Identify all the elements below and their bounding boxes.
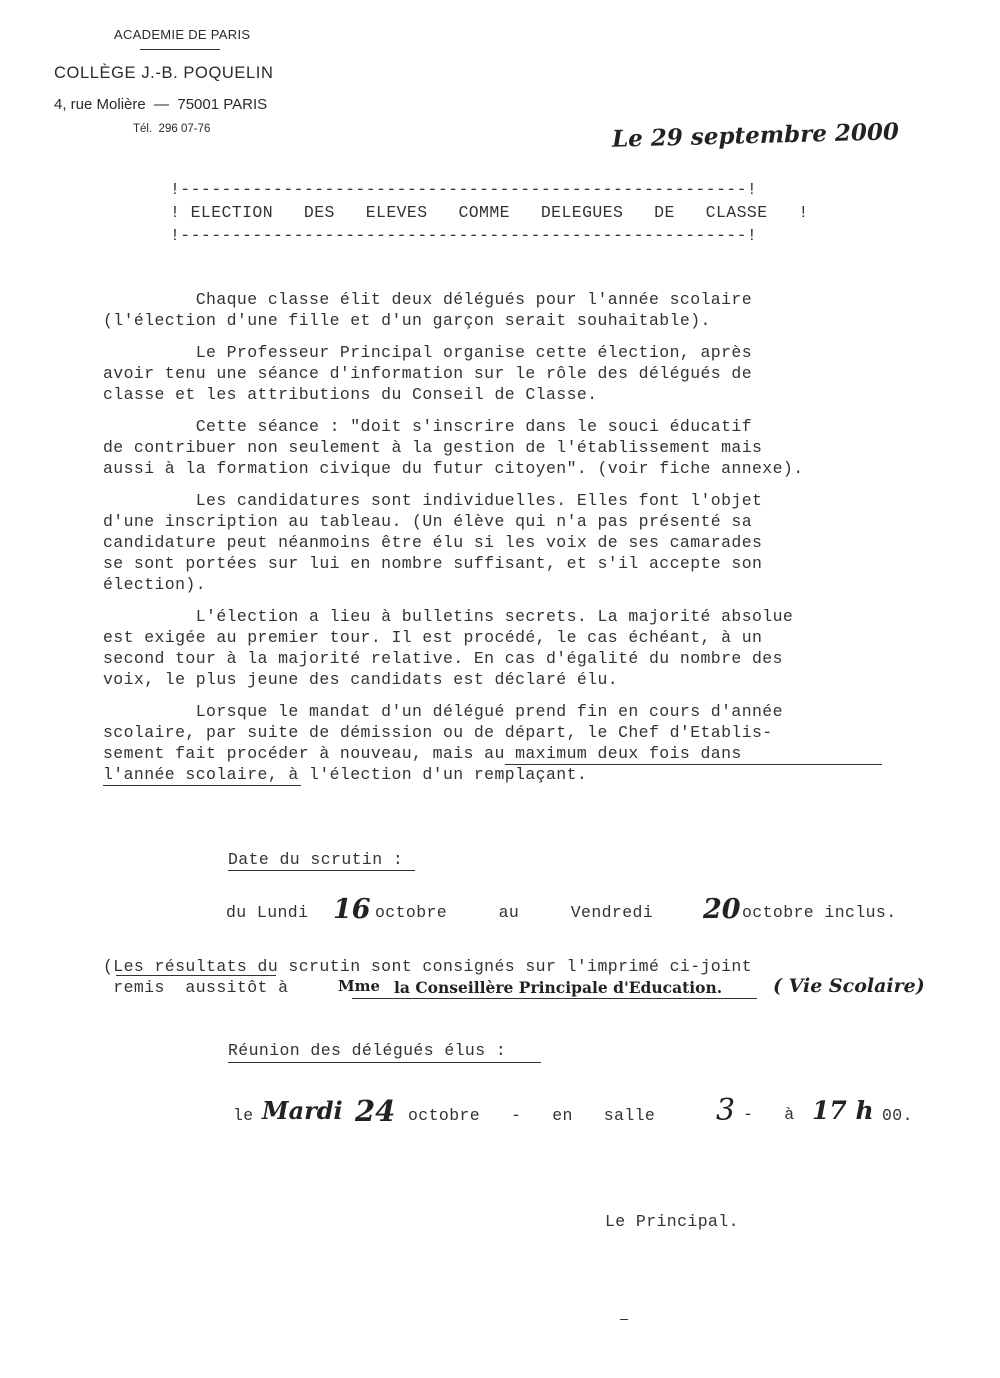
- stamp-underline: [352, 998, 757, 999]
- paragraph-line: Chaque classe élit deux délégués pour l'année scolaire: [103, 290, 753, 309]
- results-line-2-prefix: remis aussitôt à: [103, 978, 289, 997]
- results-stamp: la Conseillère Principale d'Education.: [394, 978, 723, 997]
- reunion-room: 3: [716, 1093, 736, 1128]
- paragraph-line: second tour à la majorité relative. En cas d'égalité du nombre des: [103, 649, 783, 668]
- results-handwritten-note: ( Vie Scolaire): [773, 975, 925, 997]
- reunion-date: 24: [355, 1094, 396, 1128]
- reunion-hour: 17 h: [812, 1096, 874, 1125]
- college-address: 4, rue Molière — 75001 PARIS: [54, 96, 268, 113]
- paragraph-line: avoir tenu une séance d'information sur le rôle des délégués de: [103, 364, 753, 383]
- banner-title: ! ELECTION DES ELEVES COMME DELEGUES DE CLASSE !: [170, 203, 809, 222]
- scrutin-middle: octobre au Vendredi: [375, 903, 654, 922]
- reunion-minutes: 00.: [882, 1106, 913, 1125]
- paragraph-line: Cette séance : "doit s'inscrire dans le souci éducatif: [103, 417, 753, 436]
- reunion-le: le: [233, 1106, 254, 1125]
- paragraph-line: L'élection a lieu à bulletins secrets. La majorité absolue: [103, 607, 794, 626]
- scrutin-prefix: du Lundi: [226, 903, 309, 922]
- paragraph-line: Lorsque le mandat d'un délégué prend fin en cours d'année: [103, 702, 783, 721]
- signature: Le Principal.: [605, 1212, 739, 1231]
- emphasis-underline: [103, 785, 301, 786]
- scrutin-end-day: 20: [703, 894, 741, 925]
- paragraph-line: (l'élection d'une fille et d'un garçon serait souhaitable).: [103, 311, 711, 330]
- paragraph-line: sement fait procéder à nouveau, mais au maximum deux fois dans: [103, 744, 742, 763]
- paragraph-line: de contribuer non seulement à la gestion de l'établissement mais: [103, 438, 763, 457]
- paragraph-line: Les candidatures sont individuelles. Elles font l'objet: [103, 491, 763, 510]
- paragraph-line: candidature peut néanmoins être élu si les voix de ses camarades: [103, 533, 763, 552]
- paragraph-line: élection).: [103, 575, 207, 594]
- results-underline: [116, 975, 276, 976]
- reunion-day: Mardi: [262, 1096, 343, 1125]
- reunion-middle: octobre - en salle: [408, 1106, 656, 1125]
- reunion-heading-underline: [228, 1062, 541, 1063]
- results-salutation: Mme: [338, 977, 381, 995]
- scrutin-suffix: octobre inclus.: [742, 903, 897, 922]
- scrutin-start-day: 16: [333, 894, 371, 925]
- reunion-heading: Réunion des délégués élus :: [228, 1041, 507, 1060]
- scrutin-heading-underline: [228, 870, 415, 871]
- letterhead-divider: [140, 49, 220, 50]
- college-phone: Tél. 296 07-76: [133, 123, 211, 135]
- paragraph-line: aussi à la formation civique du futur citoyen". (voir fiche annexe).: [103, 459, 804, 478]
- paragraph-line: Le Professeur Principal organise cette élection, après: [103, 343, 753, 362]
- college-name: COLLÈGE J.-B. POQUELIN: [54, 64, 274, 82]
- results-line-1: (Les résultats du scrutin sont consignés sur l'imprimé ci-joint: [103, 957, 753, 976]
- banner-top-border: !-------------------------------------------------------!: [170, 180, 758, 199]
- paragraph-line: d'une inscription au tableau. (Un élève qui n'a pas présenté sa: [103, 512, 753, 531]
- paragraph-line: l'année scolaire, à l'élection d'un remplaçant.: [103, 765, 588, 784]
- paragraph-line: voix, le plus jeune des candidats est déclaré élu.: [103, 670, 619, 689]
- paragraph-line: est exigée au premier tour. Il est procédé, le cas échéant, à un: [103, 628, 763, 647]
- emphasis-underline: [505, 764, 882, 765]
- handwritten-date: Le 29 septembre 2000: [611, 118, 900, 153]
- academie-label: ACADEMIE DE PARIS: [114, 27, 251, 42]
- paragraph-line: classe et les attributions du Conseil de Classe.: [103, 385, 598, 404]
- paragraph-line: se sont portées sur lui en nombre suffisant, et s'il accepte son: [103, 554, 763, 573]
- reunion-dash-a: - à: [743, 1105, 795, 1124]
- scan-mark: [620, 1319, 628, 1320]
- paragraph-line: scolaire, par suite de démission ou de départ, le Chef d'Etablis-: [103, 723, 773, 742]
- scrutin-heading: Date du scrutin :: [228, 850, 404, 869]
- banner-bottom-border: !-------------------------------------------------------!: [170, 226, 758, 245]
